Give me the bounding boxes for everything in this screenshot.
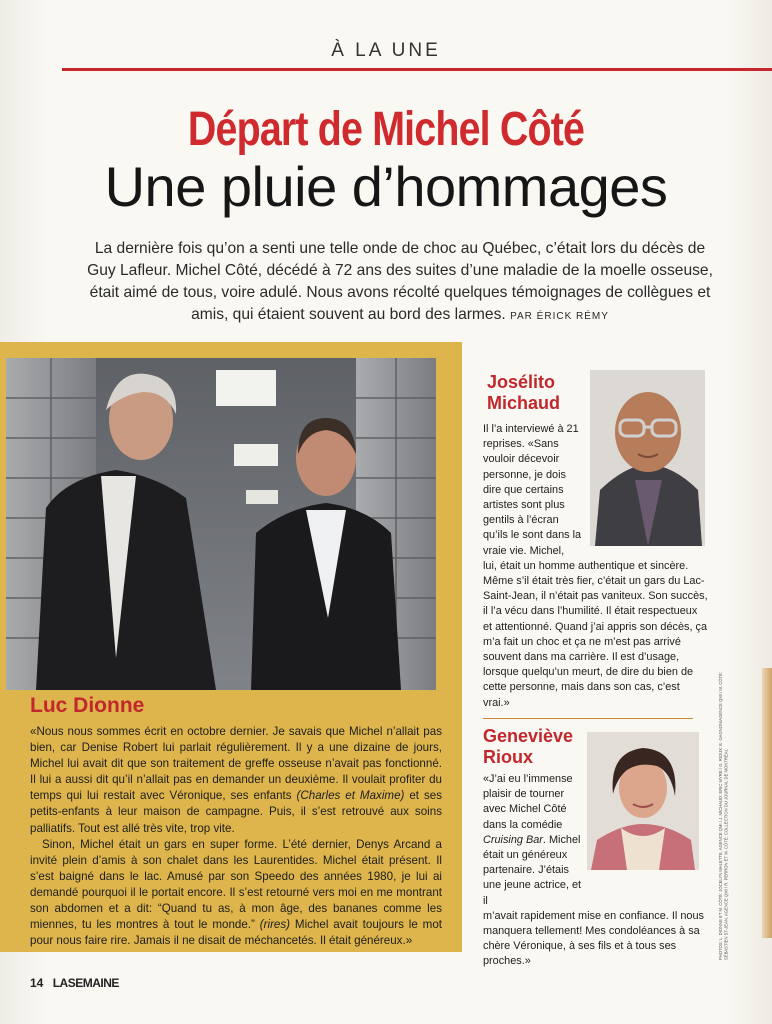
photo-credits: PHOTOS: L. DIONNE ET M. CÔTÉ: JOCELYN MALETTE, AGENCE QMI / J. MICHAUD: ERIC MYRE / G. RIOUX: E. GAGNON/AGENCE QMI / M. CÔTÉ: SÉBASTIEN ST-JEAN, AGENCE QMI / R. PERRON ET M. CÔTÉ: COLLECTION DU JOURNAL DE MONTRÉAL: [718, 671, 729, 960]
joselito-michaud-name: Josélito Michaud: [487, 372, 561, 413]
genevieve-rioux-name: Geneviève Rioux: [483, 726, 574, 767]
magazine-name: LASEMAINE: [52, 976, 119, 990]
page-number: 14: [30, 976, 44, 990]
luc-dionne-name: Luc Dionne: [30, 694, 145, 717]
header-rule: [62, 68, 772, 71]
column-divider: [483, 718, 693, 719]
joselito-quote-part-2: lui, était un homme authentique et sincère. Même s’il était très fier, c’était un gars du Lac-Saint-Jean, il n’était pas vaniteux. Son succès, il l’a vécu dans l’humilité. Il était respectueux et attentionné. Quand j’ai appris son décès, ça m’a fait un choc et ça ne m’est pas arrivé souvent dans ma carrière. Il est d’usage, lorsque quelqu’un meurt, de dire du bien de cette personne, mais dans son cas, c’est vrai.»: [483, 559, 708, 709]
photo-two-men-vault: [6, 358, 436, 690]
genevieve-quote-part-1: «J’ai eu l’immense plaisir de tourner avec Michel Côté dans la comédie Cruising Bar. Michel était un généreux partenaire. J’étais une jeune actrice, et il: [483, 773, 582, 907]
byline: PAR ÉRICK RÉMY: [510, 311, 609, 322]
joselito-michaud-quote: [483, 422, 708, 711]
next-page-edge: [762, 668, 772, 938]
article-title: Une pluie d’hommages: [104, 155, 668, 218]
article-intro: [80, 238, 720, 328]
article-kicker: Départ de Michel Côté: [187, 103, 585, 156]
luc-paragraph-2: Sinon, Michel était un gars en super forme. L’été dernier, Denys Arcand a invité plein d’amis à son chalet dans les Laurentides. Michel était présent. Il s’est baigné dans le lac. Amusé par son Speedo des années 1980, je lui ai demandé pourquoi il le portait encore. Il s’est retourné vers moi en me montrant son abdomen et a dit: “Quand tu as, à mon âge, des bananes comme les miennes, tu les montres à tout le monde.” (rires) Michel avait toujours le mot pour nous faire rire. Jamais il ne disait de méchancetés. Il était généreux.»: [30, 837, 442, 948]
genevieve-quote-part-2: m’avait rapidement mise en confiance. Il nous manquera tellement! Mes condoléances à sa chère Véronique, à ses fils et à tous ses proches.»: [483, 909, 704, 968]
luc-paragraph-1: «Nous nous sommes écrit en octobre dernier. Je savais que Michel n’allait pas bien, car Denise Robert lui parlait régulièrement. Il y a une dizaine de jours, Michel lui avait dit que son traitement de greffe osseuse n’avait pas fonctionné. Il lui a aussi dit qu’il n’allait pas en demander un deuxième. Il voulait profiter du temps qui lui restait avec Véronique, ses enfants (Charles et Maxime) et ses petits-enfants à leur maison de campagne. Puis, il s’est retrouvé aux soins palliatifs. Tout est allé très vite, trop vite.: [30, 725, 443, 835]
section-label: À LA UNE: [331, 40, 441, 61]
genevieve-rioux-quote: [483, 772, 708, 970]
luc-dionne-quote: [30, 724, 442, 949]
joselito-quote-part-1: Il l’a interviewé à 21 reprises. «Sans vouloir décevoir personne, je dois dire que certains artistes sont plus gentils à l’écran qu’ils le sont dans la vraie vie. Michel,: [483, 423, 582, 557]
page-footer: [30, 976, 119, 990]
intro-text: La dernière fois qu’on a senti une telle onde de choc au Québec, c’était lors du décès de Guy Lafleur. Michel Côté, décédé à 72 ans des suites d’une maladie de la moelle osseuse, était aimé de tous, voire adulé. Nous avons récolté quelques témoignages de collègues et amis, qui étaient souvent au bord des larmes.: [87, 240, 713, 323]
